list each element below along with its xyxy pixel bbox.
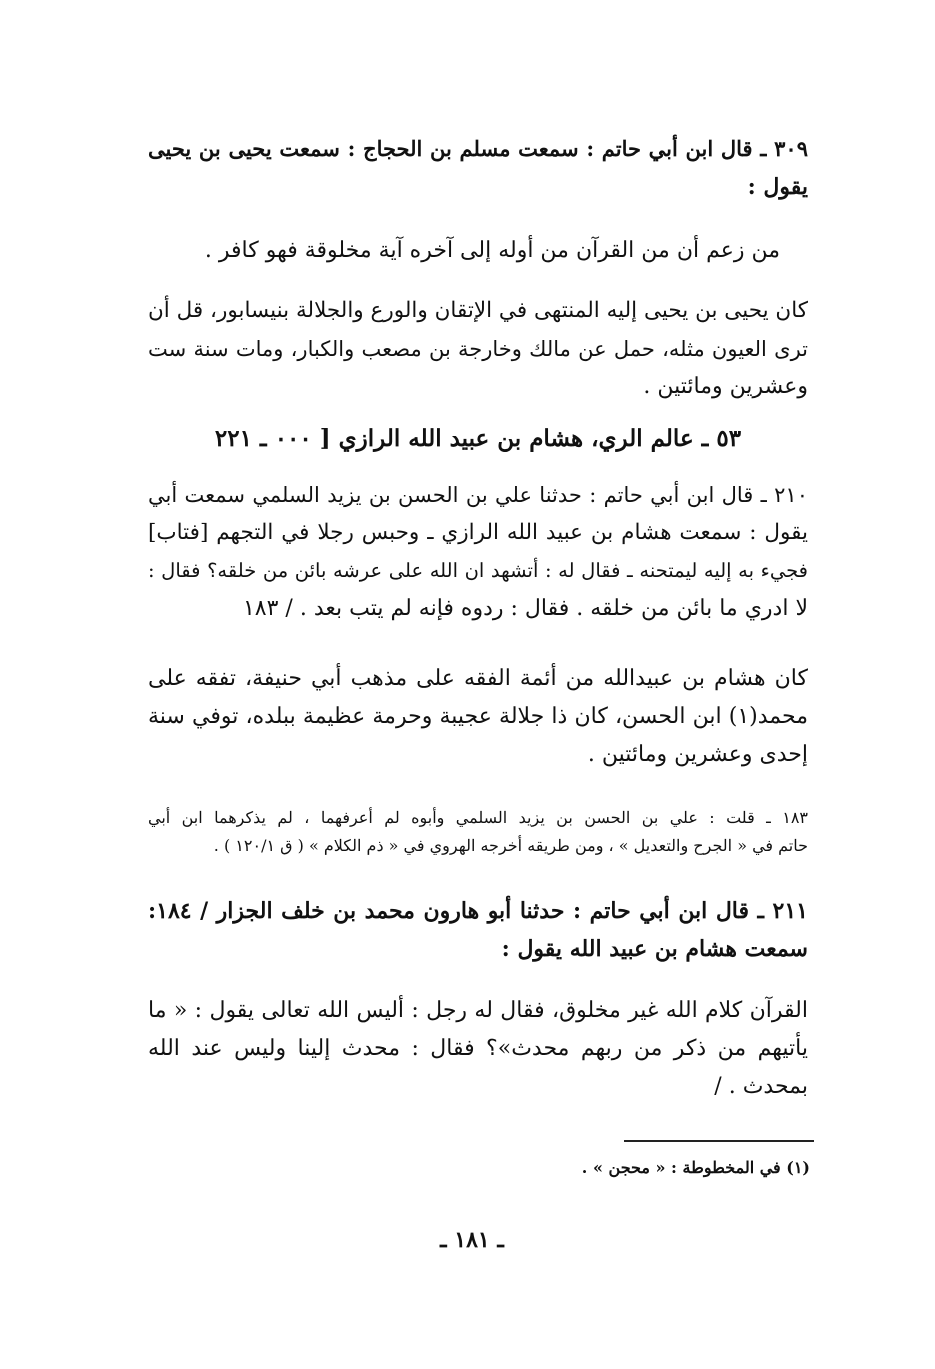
paragraph-210-line-1: ٢١٠ ـ قال ابن أبي حاتم : حدثنا علي بن الحسن بن يزيد السلمي سمعت أبي — [148, 483, 808, 507]
paragraph-210 — [148, 476, 808, 628]
quote-211-line-3: بمحدث . / — [714, 1074, 808, 1099]
quote-211-line-2: يأتيهم من ذكر من ربهم محدث»؟ فقال : محدث إلينا وليس عند الله — [148, 1036, 808, 1061]
footnote-separator — [624, 1140, 814, 1142]
biography-309-line-1: كان يحيى بن يحيى إليه المنتهى في الإتقان والورع والجلالة بنيسابور، قل أن — [148, 298, 808, 323]
paragraph-309-line-2: يقول : — [747, 174, 808, 200]
biography-309 — [148, 292, 808, 406]
note-183 — [148, 804, 808, 860]
footnote-1-text: (١) في المخطوطة : « محجن » . — [581, 1158, 810, 1177]
biography-309-line-3: وعشرين ومائتين . — [643, 374, 808, 399]
note-183-line-2: حاتم في « الجرح والتعديل » ، ومن طريقه أخرجه الهروي في « ذم الكلام » ( ق ١٢٠/١ ) . — [213, 836, 808, 855]
paragraph-211 — [148, 892, 808, 968]
biography-210 — [148, 660, 808, 774]
quote-211 — [148, 992, 808, 1106]
biography-210-line-2: محمد(١) ابن الحسن، كان ذا جلالة عجيبة وحرمة عظيمة ببلده، توفي سنة — [148, 704, 808, 729]
biography-210-line-3: إحدى وعشرين ومائتين . — [587, 742, 808, 767]
paragraph-210-line-2: يقول : سمعت هشام بن عبيد الله الرازي ـ وحبس رجلا في التجهم [فتاب] — [148, 520, 808, 545]
paragraph-210-line-4: لا ادري ما بائن من خلقه . فقال : ردوه فإنه لم يتب بعد . / ١٨٣ — [242, 596, 808, 621]
quote-211-line-1: القرآن كلام الله غير مخلوق، فقال له رجل : أليس الله تعالى يقول : « ما — [148, 998, 808, 1023]
biography-309-line-2: ترى العيون مثله، حمل عن مالك وخارجة بن مصعب والكبار، ومات سنة ست — [148, 337, 808, 361]
paragraph-211-line-2: سمعت هشام بن عبيد الله يقول : — [501, 936, 808, 962]
quote-309 — [148, 232, 780, 270]
paragraph-309 — [148, 130, 808, 206]
page-number: ـ ١٨١ ـ — [440, 1227, 504, 1253]
paragraph-211-line-1: ٢١١ ـ قال ابن أبي حاتم : حدثنا أبو هارون محمد بن خلف الجزار / ١٨٤: — [148, 898, 808, 924]
paragraph-309-line-1: ٣٠٩ ـ قال ابن أبي حاتم : سمعت مسلم بن الحجاج : سمعت يحيى بن يحيى — [148, 136, 808, 161]
note-183-line-1: ١٨٣ ـ قلت : علي بن الحسن بن يزيد السلمي وأبوه لم أعرفهما ، لم يذكرهما ابن أبي — [148, 808, 808, 827]
section-heading-53: ٥٣ ـ عالم الري، هشام بن عبيد الله الرازي [ ٠٠٠ ـ ٢٢١ — [214, 425, 742, 452]
biography-210-line-1: كان هشام بن عبيدالله من أئمة الفقه على مذهب أبي حنيفة، تفقه على — [148, 666, 808, 691]
quote-309-text: من زعم أن من القرآن من أوله إلى آخره آية مخلوقة فهو كافر . — [204, 238, 780, 263]
paragraph-210-line-3: فجيء به إليه ليمتحنه ـ فقال له : أتشهد ان الله على عرشه بائن من خلقه؟ فقال : — [148, 559, 808, 582]
footnote-1 — [148, 1154, 810, 1182]
